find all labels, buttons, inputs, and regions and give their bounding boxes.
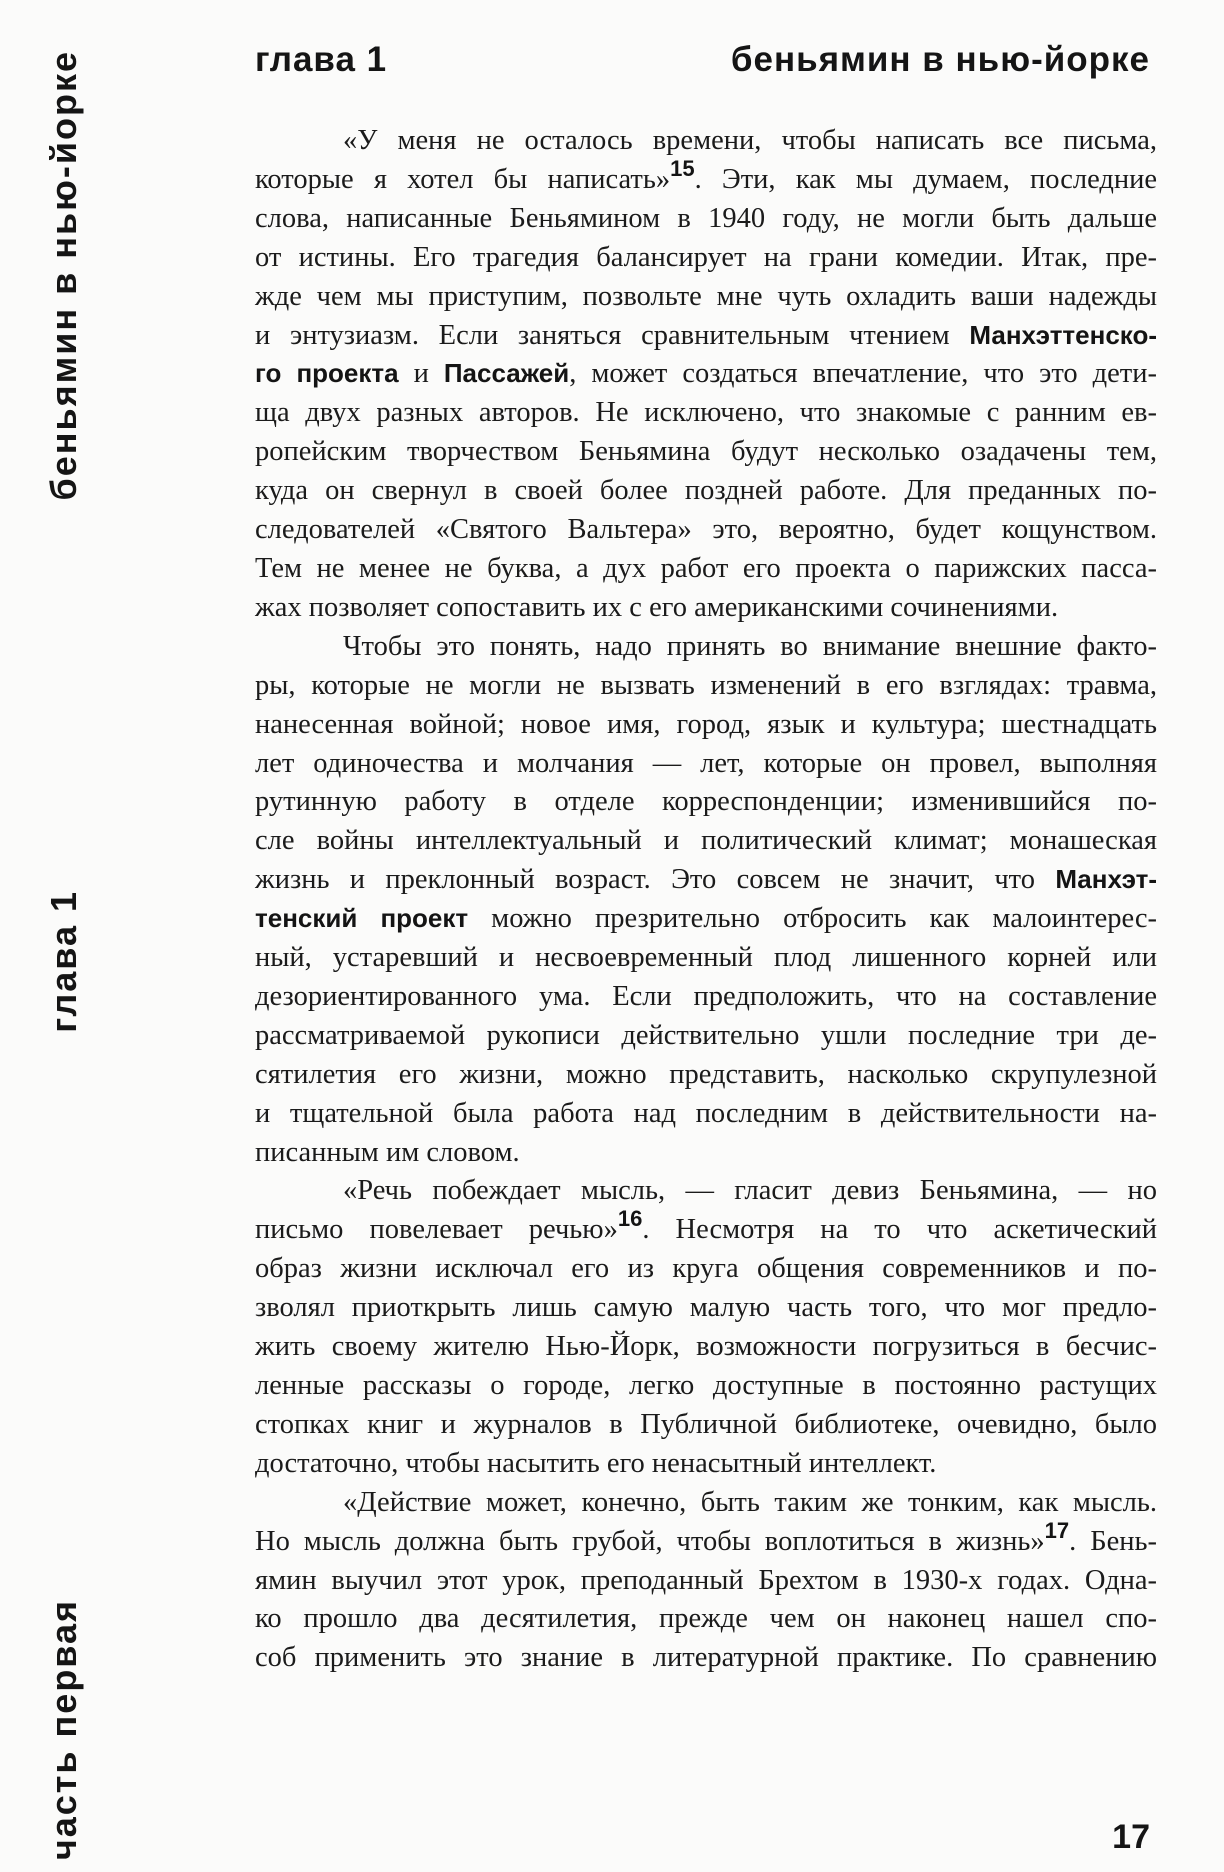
- text-line: достаточно, чтобы насытить его ненасытный интеллект.: [255, 1447, 937, 1479]
- text-line: лет одиночества и молчания — лет, которые он провел, выполняя: [255, 747, 1157, 779]
- text-line: жить своему жителю Нью-Йорк, возможности погрузиться в бесчис-: [255, 1331, 1157, 1363]
- side-tab-part: часть первая: [43, 1599, 84, 1861]
- text-line: жах позволяет сопоставить их с его американскими сочинениями.: [255, 591, 1059, 623]
- page-number: 17: [1112, 1818, 1150, 1856]
- text-run: , может создаться впечатление, что это дети-: [569, 358, 1157, 390]
- text-line: [255, 900, 1157, 939]
- footnote-ref: 17: [1044, 1517, 1070, 1543]
- text-line: рутинную работу в отделе корреспонденции; изменившийся по-: [255, 786, 1157, 818]
- text-line: жде чем мы приступим, позвольте мне чуть охладить ваши надежды: [255, 280, 1157, 312]
- text-line: стопках книг и журналов в Публичной библиотеке, очевидно, было: [255, 1408, 1157, 1440]
- text-line: нанесенная войной; новое имя, город, язык и культура; шестнадцать: [255, 708, 1157, 740]
- text-line: ропейским творчеством Беньямина будут несколько озадачены тем,: [255, 436, 1157, 468]
- text-run: жизнь и преклонный возраст. Это совсем не значит, что: [255, 864, 1056, 896]
- text-line: «Действие может, конечно, быть таким же тонким, как мысль.: [343, 1486, 1157, 1518]
- running-head-chapter: глава 1: [255, 40, 388, 79]
- text-run: . Бень-: [1069, 1525, 1157, 1557]
- paragraph: [255, 1172, 1157, 1483]
- bold-work-title: тенский проект: [255, 903, 469, 934]
- text-run: . Эти, как мы думаем, последние: [694, 163, 1157, 195]
- text-line: куда он свернул в своей более поздней работе. Для преданных по-: [255, 475, 1157, 507]
- bold-work-title: Пассажей: [443, 358, 570, 389]
- text-run: и: [398, 358, 444, 390]
- text-line: [255, 355, 1157, 394]
- text-line: [255, 1206, 1157, 1250]
- text-line: «Речь побеждает мысль, — гласит девиз Беньямина, — но: [343, 1175, 1157, 1207]
- text-run: можно презрительно отбросить как малоинтерес-: [468, 903, 1158, 935]
- text-run: которые я хотел бы написать»: [255, 163, 671, 195]
- footnote-ref: 16: [617, 1206, 643, 1232]
- text-run: . Несмотря на то что аскетический: [642, 1214, 1157, 1246]
- text-line: «У меня не осталось времени, чтобы написать все письма,: [343, 125, 1157, 156]
- text-line: ный, устаревший и несвоевременный плод лишенного корней или: [255, 942, 1157, 974]
- text-line: [255, 317, 1157, 356]
- body-text: [255, 122, 1157, 1678]
- paragraph: [255, 1484, 1157, 1679]
- text-line: следователей «Святого Вальтера» это, вероятно, будет кощунством.: [255, 514, 1157, 546]
- text-line: [255, 1517, 1157, 1562]
- text-line: [255, 155, 1157, 200]
- running-head-title: беньямин в нью-йорке: [730, 40, 1150, 79]
- text-line: образ жизни исключал его из круга общения современников и по-: [255, 1253, 1157, 1285]
- side-tab-chapter: глава 1: [43, 890, 84, 1033]
- text-line: Тем не менее не буква, а дух работ его проекта о парижских пасса-: [255, 552, 1157, 584]
- text-line: ленные рассказы о городе, легко доступные в постоянно растущих: [255, 1370, 1157, 1401]
- text-line: зволял приоткрыть лишь самую малую часть того, что мог предло-: [255, 1292, 1157, 1324]
- text-line: Чтобы это понять, надо принять во внимание внешние факто-: [343, 630, 1157, 662]
- footnote-ref: 15: [670, 155, 695, 181]
- text-line: и тщательной была работа над последним в действительности на-: [255, 1097, 1157, 1129]
- text-line: [255, 861, 1157, 900]
- bold-work-title: Манхэт-: [1055, 864, 1157, 895]
- text-line: соб применить это знание в литературной практике. По сравнению: [255, 1642, 1157, 1674]
- text-line: ко прошло два десятилетия, прежде чем он наконец нашел спо-: [255, 1603, 1157, 1635]
- text-line: рассматриваемой рукописи действительно ушли последние три де-: [255, 1019, 1157, 1051]
- paragraph: [255, 122, 1157, 628]
- text-line: слова, написанные Беньямином в 1940 году, не могли быть дальше: [255, 202, 1157, 234]
- text-line: дезориентированного ума. Если предположить, что на составление: [255, 980, 1157, 1012]
- text-line: ямин выучил этот урок, преподанный Брехтом в 1930-х годах. Одна-: [255, 1564, 1157, 1596]
- text-run: и энтузиазм. Если заняться сравнительным чтением: [255, 319, 970, 351]
- text-line: писанным им словом.: [255, 1136, 520, 1168]
- text-line: ры, которые не могли не вызвать изменений в его взглядах: травма,: [255, 669, 1157, 701]
- paragraph: [255, 628, 1157, 1173]
- text-run: Но мысль должна быть грубой, чтобы воплотиться в жизнь»: [255, 1525, 1045, 1557]
- text-run: письмо повелевает речью»: [255, 1214, 618, 1246]
- side-tab-title: беньямин в нью-йорке: [43, 50, 84, 501]
- text-line: от истины. Его трагедия балансирует на грани комедии. Итак, пре-: [255, 241, 1157, 273]
- bold-work-title: Манхэттенско-: [969, 319, 1157, 350]
- text-line: ща двух разных авторов. Не исключено, что знакомые с ранним ев-: [255, 397, 1157, 429]
- text-line: сятилетия его жизни, можно представить, насколько скрупулезной: [255, 1058, 1157, 1090]
- bold-work-title: го проекта: [255, 358, 399, 389]
- text-line: сле войны интеллектуальный и политический климат; монашеская: [255, 825, 1157, 857]
